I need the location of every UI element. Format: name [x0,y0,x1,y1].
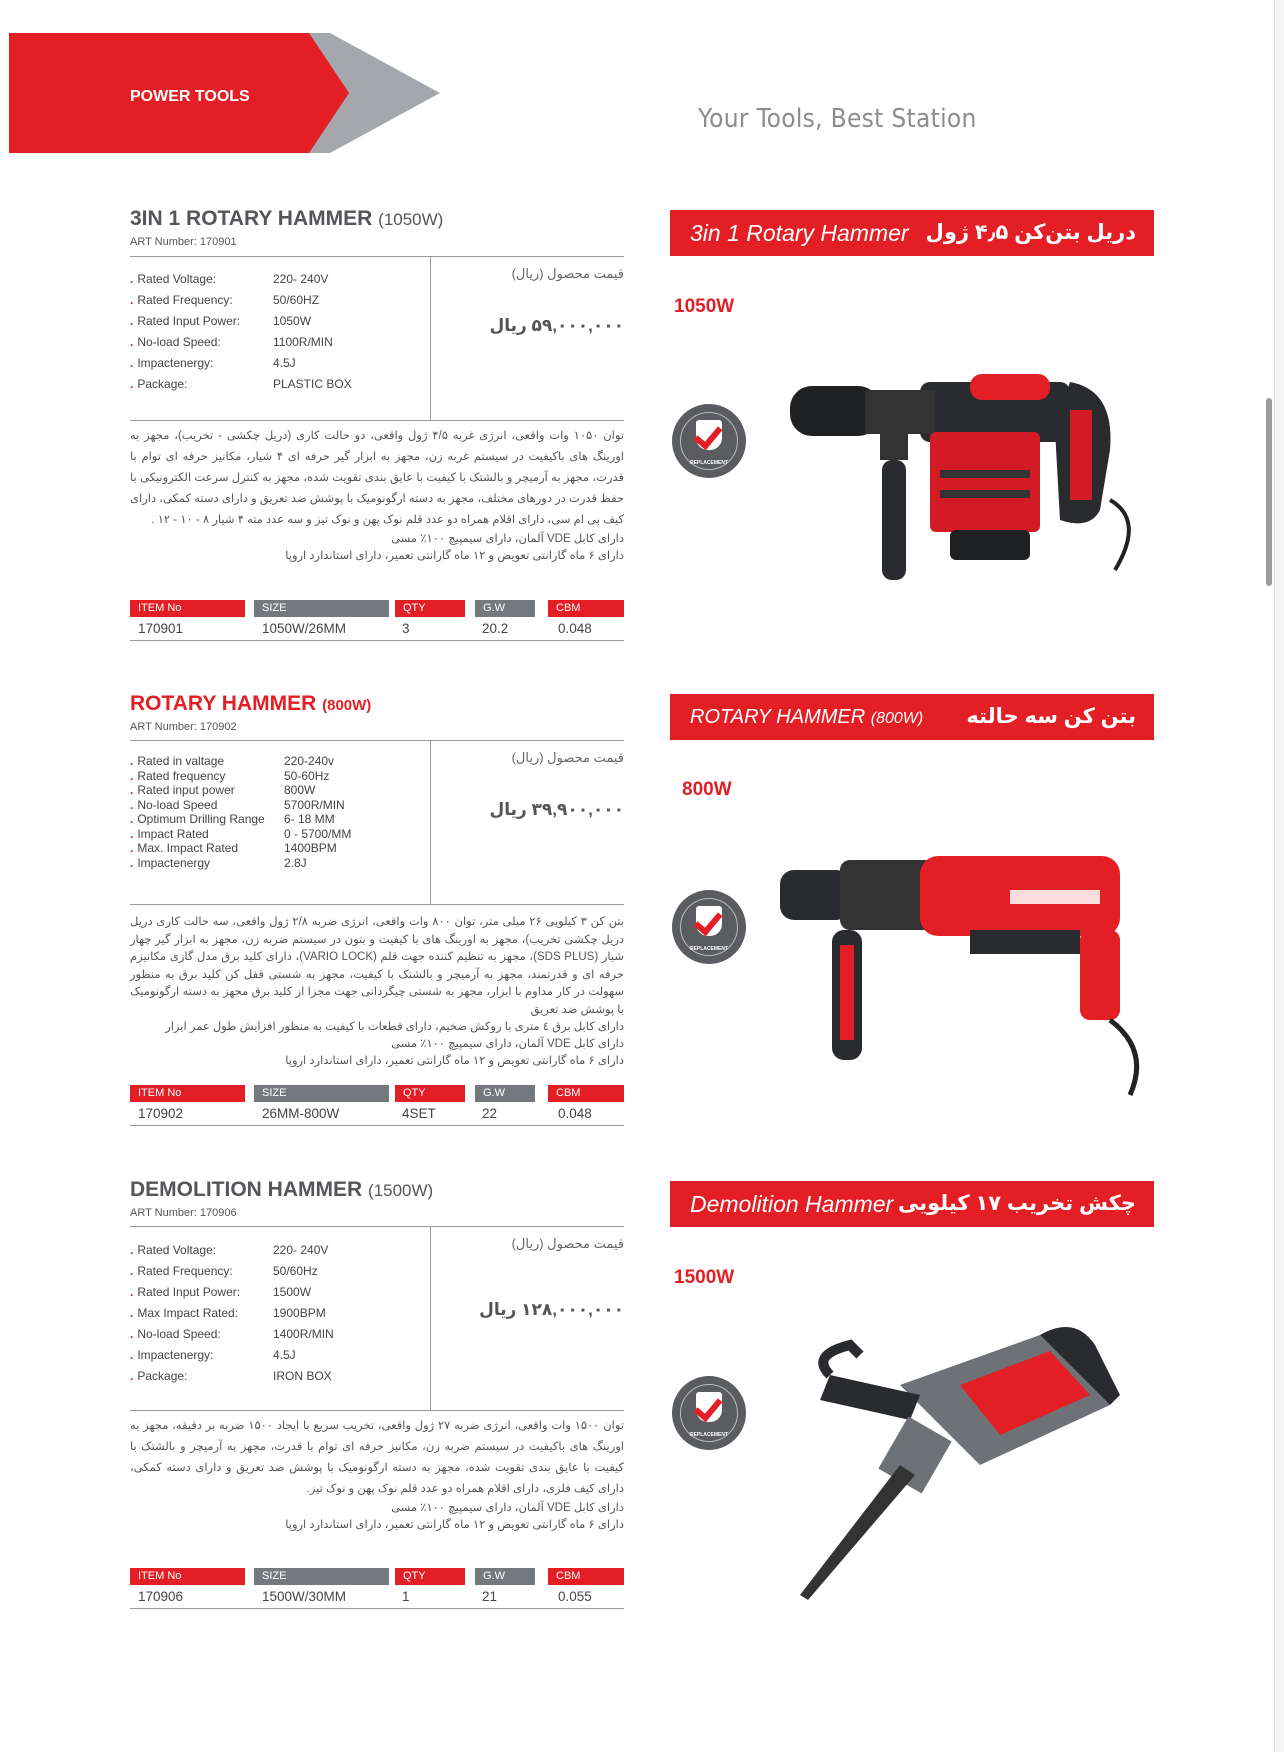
replacement-badge-icon: REPLACEMENT [672,404,746,478]
price: ۵۹,۰۰۰,۰۰۰ ریال [489,316,624,335]
spec-bottom-rule [130,904,624,905]
wattage-label: 1050W [674,296,735,317]
spec-divider [430,256,431,420]
rotary-hammer-1050w-image [770,370,1150,600]
price-label: قیمت محصول (ریال) [511,266,624,281]
catalog-page: POWER TOOLS Your Tools, Best Station 3IN 1 ROTARY HAMMER (1050W) ART Number: 170901 . Rated Voltage: 220- 240V . Rated Frequency: 50/60HZ . Rated Input Power: 1050W . No-load Speed: 1100R/MIN . Impactenergy: 4.5J . Package: PLASTIC BOX قیمت محصول (ریال) ۵۹,۰۰۰,۰۰۰ ریال توان ۱۰۵۰ وات واقعی، انرژی غربه ۴/۵ ژول واقعی، دو حالت کاری (دریل چکشی - تخریب)، مجهز به اورینگ های باکیفیت در سیستم غربه زن، مجهز به ابزار گیر حرفه ای ۴ شیار، مکانیز حرفه ای توام با قدرت، مجهز به آرمیچر و بالشتک با کیفیت با عایق بندی تقویت شده، مجهز به کنترل سرعت الکترونیکی با حفظ قدرت در دورهای مختلف، مجهز به دسته ارگونومیک با پوشش ضد تعریق و دارای دسته کمکی، دارای کیف بی ام سی، دارای اقلام همراه دو عدد قلم نوک پهن و نوک تیز و سه عدد مته ۴ شیار ۸ - ۱۰ - ۱۲ . دارای کابل VDE آلمان، دارای سیمپیچ ۱۰۰٪ مسی دارای ۶ ماه گارانتی تعویض و ۱۲ ماه گارانتی تعمیر، دارای استاندارد اروپا ITEM No SIZE QTY G.W CBM 170901 1050W/26MM 3 20.2 0.048 3in 1 Rotary Hammer دریل بتن‌کن ۴٫۵ ژول 1050W REPLACEMENT ROTARY HAMMER (800W) ART Number: 170902 . Rated in valtage 220-240v . Rated frequency 50-60Hz . Rated input power 800W . No-load Speed 5700R/MIN . Optimum Drilling Range 6- 18 MM . Impact Rated 0 - 5700/MM . Max. Impact Rated 1400BPM . Impactenergy 2.8J قیمت محصول (ریال) ۳۹,۹۰۰,۰۰۰ ریال بتن کن ۳ کیلویی ۲۶ میلی متر، توان ۸۰۰ وات واقعی، انرژی ضربه ۲/۸ ژول واقعی، سه حالت کاری دریل دریل چکشی تخریب)، مجهز به اورینگ های با کیفیت و بتون در سیستم ضربه زن، مجهز به ابزار گیر چهار شیار (SDS PLUS)، مجهز به تنظیم کننده جهت قلم (VARIO LOCK)، دارای کلید برق مدل گازی مکانیزم حرفه ای و قدرتمند، مجهز به آرمیچر و بالشتک با کیفیت، مجهز به شستی قفل کن کلید برق به منظور سهولت در کار مداوم با ابزار، مجهز به شستی چیگردانی جهت مجزا از کلید برق مجهز به دسته ارگونومیک با پوشش ضد تعریق دارای کابل برق ٤ متری با روکش ضخیم، دارای قطعات با کیفیت به منظور افزایش طول عمر ابزار دارای کابل VDE آلمان، دارای سیمپیچ ۱۰۰٪ مسی دارای ۶ ماه گارانتی تعویض و ۱۲ ماه گارانتی تعمیر، دارای استاندارد اروپا ITEM No SIZE QTY G.W CBM 170902 26MM-800W 4SET 22 0.048 ROTARY HAMMER (800W) بتن کن سه حالته 800W REPLACEMENT DEMOLITION HAMMER (1500W) ART Number: 170906 . Rated Voltage: 220- 240V . Rated Frequency: 50/60Hz . Rated Input Power: 1500W . Max Impact Rated: 1900BPM . No-load Speed: 1400R/MIN . Impactenergy: 4.5J . Package: IRON BOX قیمت محصول (ریال) ۱۲۸,۰۰۰,۰۰۰ ریال توان ۱۵۰۰ وات واقعی، انرژی ضربه ۲۷ ژول واقعی، تخریب سریع با ایجاد ۱۵۰۰ ضربه بر دقیقه، مجهز به اورینگ های باکیفیت در سیستم ضربه زن، مکانیز حرفه ای توام با قدرت، مجهز به آرمیچر و بالشتک با کیفیت با عایق بندی تقویت شده، مجهز به دسته ارگونومیک با پوشش ضد تعریق و دارای دسته کمکی، دارای کیف فلزی، دارای اقلام همراه دو عدد قلم نوک پهن و نوک تیز. دارای کابل VDE آلمان، دارای سیمپیچ ۱۰۰٪ مسی دارای ۶ ماه گارانتی تعویض و ۱۲ ماه گارانتی تعمیر، دارای استاندارد اروپا ITEM No SIZE QTY G.W CBM 170906 1500W/30MM 1 21 0.055 Demolition Hammer چکش تخریب ۱۷ کیلویی 1500W REPLACEMENT [0,0,1274,1752]
vertical-scrollbar[interactable] [1266,398,1272,586]
price-label: قیمت محصول (ریال) [511,750,624,765]
demolition-hammer-image [790,1315,1120,1605]
replacement-badge-icon: REPLACEMENT [672,890,746,964]
title-bar: 3in 1 Rotary Hammer دریل بتن‌کن ۴٫۵ ژول [670,210,1154,256]
spec-bottom-rule [130,420,624,421]
product-description: بتن کن ۳ کیلویی ۲۶ میلی متر، توان ۸۰۰ وات واقعی، انرژی ضربه ۲/۸ ژول واقعی، سه حالت کاری دریل دریل چکشی تخریب)، مجهز به اورینگ های با کیفیت و بتون در سیستم ضربه زن، مجهز به ابزار گیر چهار شیار (SDS PLUS)، مجهز به تنظیم کننده جهت قلم (VARIO LOCK)، دارای کلید برق مدل گازی مکانیزم حرفه ای و قدرتمند، مجهز به آرمیچر و بالشتک با کیفیت، مجهز به شستی قفل کن کلید برق به منظور سهولت در کار مداوم با ابزار، مجهز به شستی چیگردانی جهت مجزا از کلید برق مجهز به دسته ارگونومیک با پوشش ضد تعریق دارای کابل برق ٤ متری با روکش ضخیم، دارای قطعات با کیفیت به منظور افزایش طول عمر ابزار دارای کابل VDE آلمان، دارای سیمپیچ ۱۰۰٪ مسی دارای ۶ ماه گارانتی تعویض و ۱۲ ماه گارانتی تعمیر، دارای استاندارد اروپا [130,916,624,1067]
title-bar: Demolition Hammer چکش تخریب ۱۷ کیلویی [670,1181,1154,1227]
page-edge [1274,0,1284,1752]
art-number: ART Number: 170902 [130,721,237,733]
title-bar: ROTARY HAMMER (800W) بتن کن سه حالته [670,694,1154,740]
replacement-badge-icon: REPLACEMENT [672,1376,746,1450]
product-title: 3IN 1 ROTARY HAMMER (1050W) [130,207,444,230]
price: ۳۹,۹۰۰,۰۰۰ ریال [489,800,624,819]
spec-bottom-rule [130,1410,624,1411]
spec-top-rule [130,256,624,257]
product-description: توان ۱۵۰۰ وات واقعی، انرژی ضربه ۲۷ ژول واقعی، تخریب سریع با ایجاد ۱۵۰۰ ضربه بر دقیقه، مجهز به اورینگ های باکیفیت در سیستم ضربه زن، مکانیز حرفه ای توام با قدرت، مجهز به آرمیچر و بالشتک با کیفیت با عایق بندی تقویت شده، مجهز به دسته ارگونومیک با پوشش ضد تعریق و دارای دسته کمکی، دارای کیف فلزی، دارای اقلام همراه دو عدد قلم نوک پهن و نوک تیز. دارای کابل VDE آلمان، دارای سیمپیچ ۱۰۰٪ مسی دارای ۶ ماه گارانتی تعویض و ۱۲ ماه گارانتی تعمیر، دارای استاندارد اروپا [130,1420,624,1531]
art-number: ART Number: 170906 [130,1207,237,1219]
product-title: ROTARY HAMMER (800W) [130,692,372,715]
spec-top-rule [130,1226,624,1227]
wattage-label: 1500W [674,1267,735,1288]
art-number: ART Number: 170901 [130,236,237,248]
product-description: توان ۱۰۵۰ وات واقعی، انرژی غربه ۴/۵ ژول واقعی، دو حالت کاری (دریل چکشی - تخریب)، مجهز به اورینگ های باکیفیت در سیستم غربه زن، مجهز به ابزار گیر حرفه ای ۴ شیار، مکانیز حرفه ای توام با قدرت، مجهز به آرمیچر و بالشتک با کیفیت با عایق بندی تقویت شده، مجهز به کنترل سرعت الکترونیکی با حفظ قدرت در دورهای مختلف، مجهز به دسته ارگونومیک با پوشش ضد تعریق و دارای دسته کمکی، دارای کیف بی ام سی، دارای اقلام همراه دو عدد قلم نوک پهن و نوک تیز و سه عدد مته ۴ شیار ۸ - ۱۰ - ۱۲ . دارای کابل VDE آلمان، دارای سیمپیچ ۱۰۰٪ مسی دارای ۶ ماه گارانتی تعویض و ۱۲ ماه گارانتی تعمیر، دارای استاندارد اروپا [130,430,624,562]
rotary-hammer-800w-image [770,850,1150,1100]
banner-red-arrow [309,33,349,153]
product-title: DEMOLITION HAMMER (1500W) [130,1178,434,1201]
wattage-label: 800W [682,779,732,800]
slogan: Your Tools, Best Station [698,104,977,134]
category-label: POWER TOOLS [130,88,250,105]
spec-top-rule [130,740,624,741]
price-label: قیمت محصول (ریال) [511,1236,624,1251]
spec-divider [430,1226,431,1410]
spec-divider [430,740,431,904]
price: ۱۲۸,۰۰۰,۰۰۰ ریال [479,1300,624,1319]
